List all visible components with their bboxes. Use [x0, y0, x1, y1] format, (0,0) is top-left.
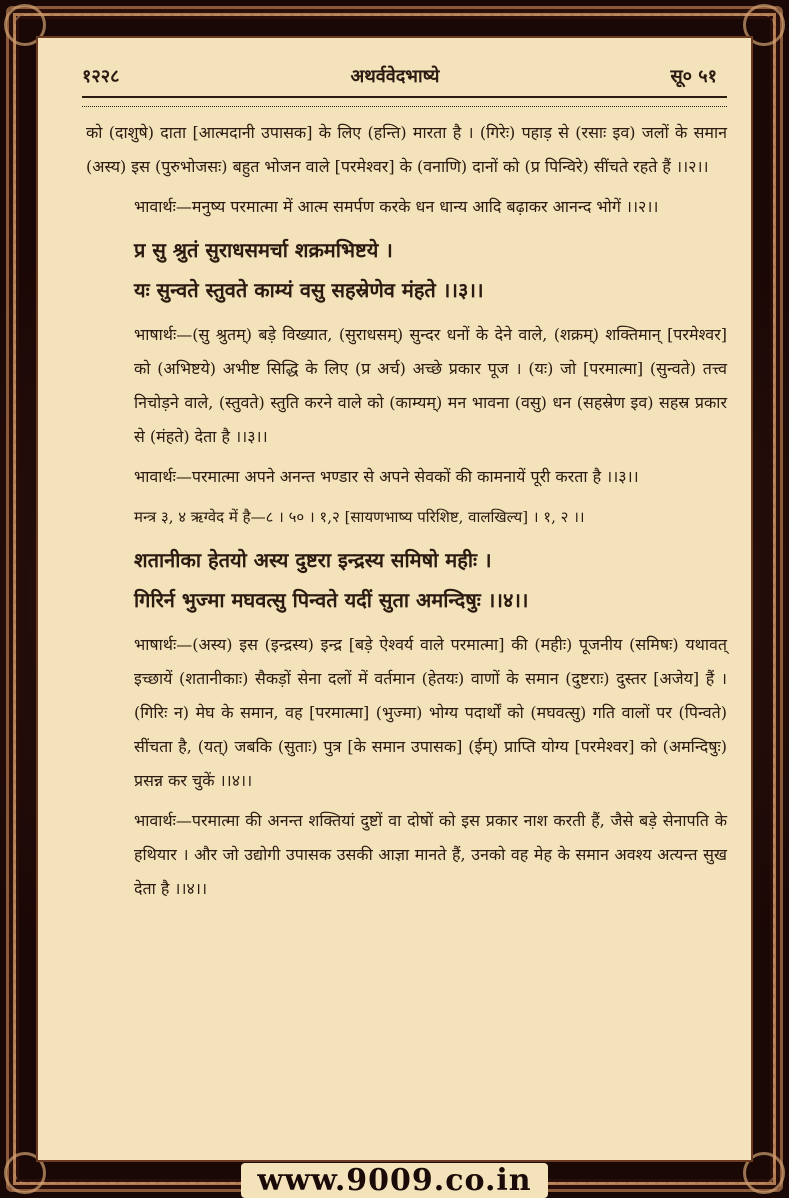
sukta-label: सू० ५१: [670, 66, 717, 87]
book-title: अथर्ववेदभाष्ये: [350, 66, 440, 87]
verse-4: [86, 540, 727, 620]
page: [36, 36, 753, 1162]
verse-4-line-1: शतानीका हेतयो अस्य दुष्टरा इन्द्रस्य समिषो महीः ।: [134, 548, 492, 572]
bhashartha-3: भाषार्थः—(सु श्रुतम्) बड़े विख्यात, (सुराधसम्) सुन्दर धनों के देने वाले, (शक्रम्) शक्तिमान् [परमेश्वर] को (अभिष्टये) अभीष्ट सिद्धि के लिए (प्र अर्च) अच्छे प्रकार पूज । (यः) जो [परमात्मा] (सुन्वते) तत्त्व निचोड़ने वाले, (स्तुवते) स्तुति करने वाले को (काम्यम्) मन भावना (वसु) धन (सहस्रेण इव) सहस्र प्रकार से (मंहते) देता है ।।३।।: [134, 325, 727, 446]
verse-3-line-2: यः सुन्वते स्तुवते काम्यं वसु सहस्रेणेव मंहते ।।३।।: [134, 278, 484, 302]
page-content: [86, 116, 727, 912]
page-header: [82, 60, 717, 92]
footer: [0, 1162, 789, 1198]
verse-3-line-1: प्र सु श्रुतं सुराधसमर्चा शक्रमभिष्टये ।: [134, 238, 393, 262]
verse-3: [86, 230, 727, 310]
bhavartha-3: भावार्थः—परमात्मा अपने अनन्त भण्डार से अपने सेवकों की कामनायें पूरी करता है ।।३।।: [134, 467, 639, 486]
mantra-note: मन्त्र ३, ४ ऋग्वेद में है—८ । ५० । १,२ [सायणभाष्य परिशिष्ट, वालखिल्य] । १, २ ।।: [134, 508, 585, 526]
bhashartha-4: भाषार्थः—(अस्य) इस (इन्द्रस्य) इन्द्र [बड़े ऐश्वर्य वाले परमात्मा] की (महीः) पूजनीय (समिषः) यथावत् इच्छायें (शतानीकाः) सैकड़ों सेना दलों में वर्तमान (हेतयः) वाणों के समान (दुष्टराः) दुस्तर [अजेय] हैं । (गिरिः न) मेघ के समान, वह [परमात्मा] (भुज्मा) भोग्य पदार्थों को (मघवत्सु) गति वालों पर (पिन्वते) सींचता है, (यत्) जबकि (सुताः) पुत्र [के समान उपासक] (ईम्) प्राप्ति योग्य [परमेश्वर] को (अमन्दिषुः) प्रसन्न कर चुकें ।।४।।: [134, 635, 727, 790]
bhavartha-4: भावार्थः—परमात्मा की अनन्त शक्तियां दुष्टों वा दोषों को इस प्रकार नाश करती हैं, जैसे बड़े सेनापति के हथियार । और जो उद्योगी उपासक उसकी आज्ञा मानते हैं, उनको वह मेह के समान अवश्य अत्यन्त सुख देता है ।।४।।: [134, 811, 727, 898]
website-url[interactable]: www.9009.co.in: [241, 1163, 547, 1198]
paragraph-continuation: को (दाशुषे) दाता [आत्मदानी उपासक] के लिए (हन्ति) मारता है । (गिरेः) पहाड़ से (रसाः इव) जलों के समान (अस्य) इस (पुरुभोजसः) बहुत भोजन वाले [परमेश्वर] के (वनाणि) दानों को (प्र पिन्विरे) सींचते रहते हैं ।।२।।: [86, 123, 727, 176]
page-number: १२२८: [82, 66, 120, 87]
verse-4-line-2: गिरिर्न भुज्मा मघवत्सु पिन्वते यदीं सुता अमन्दिषुः ।।४।।: [134, 588, 529, 612]
bhavartha-2: भावार्थः—मनुष्य परमात्मा में आत्म समर्पण करके धन धान्य आदि बढ़ाकर आनन्द भोगें ।।२।।: [134, 197, 659, 216]
header-rule: [82, 96, 727, 107]
